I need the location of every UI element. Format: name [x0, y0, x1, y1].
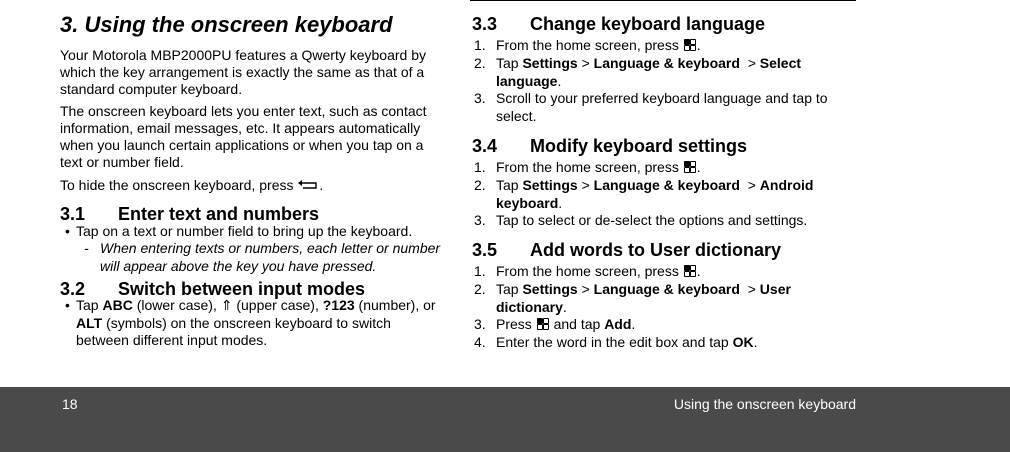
path-separator: > — [581, 177, 590, 193]
language-keyboard-path: Language & keyboard — [593, 281, 740, 297]
list-item — [474, 316, 854, 334]
step-text: From the home screen, press — [496, 37, 679, 53]
step-number: 3. — [474, 316, 486, 332]
section-3-3-number: 3.3 — [472, 14, 498, 34]
or-word: or — [423, 297, 436, 313]
period: . — [753, 334, 758, 350]
list-item — [474, 37, 854, 55]
step-number: 2. — [474, 55, 486, 71]
android-keyboard-path: Android keyboard — [496, 177, 814, 211]
step-number: 3. — [474, 212, 486, 228]
period: . — [557, 72, 562, 89]
intro-paragraph-1: Your Motorola MBP2000PU features a Qwerty keyboard by which the key arrangement is exactly the same as that of a standard computer keyboard. — [60, 47, 427, 97]
step-number: 2. — [474, 177, 486, 193]
path-separator: > — [747, 177, 756, 193]
lower-case-label: (lower case), — [136, 297, 217, 313]
section-3-3-title: Change keyboard language — [530, 14, 766, 34]
section-3-5-heading — [472, 240, 781, 261]
settings-menu-path: Settings — [522, 55, 578, 71]
step-number: 2. — [474, 281, 486, 297]
section-3-1-heading — [60, 204, 319, 225]
list-item — [474, 334, 854, 352]
section-3-4-title: Modify keyboard settings — [530, 136, 748, 156]
list-item — [474, 177, 854, 212]
bullet-marker: • — [65, 297, 70, 313]
language-keyboard-path: Language & keyboard — [593, 55, 740, 71]
user-dictionary-path: User dictionary — [496, 281, 791, 315]
period: . — [631, 316, 636, 332]
number-key: ?123 — [322, 297, 355, 313]
settings-menu-path: Settings — [522, 281, 578, 297]
number-label: (number), — [358, 297, 420, 313]
back-key-icon — [297, 179, 319, 191]
top-rule — [470, 0, 856, 1]
dash-marker: - — [84, 240, 89, 256]
press-word: Press — [496, 316, 532, 332]
list-item — [474, 90, 854, 125]
list-item — [474, 55, 854, 90]
bullet-marker: • — [65, 223, 70, 239]
path-separator: > — [581, 55, 590, 71]
step-number: 1. — [474, 159, 486, 175]
step-text: Scroll to your preferred keyboard language and tap to select. — [496, 90, 828, 124]
period: . — [558, 194, 563, 211]
intro-paragraph-2: The onscreen keyboard lets you enter text, such as contact information, email messages, etc. It appears automatically when you launch certain applications or when you tap on a text or number field. — [60, 103, 427, 170]
section-3-2-number: 3.2 — [60, 279, 86, 299]
period: . — [696, 263, 701, 279]
upper-case-label: (upper case), — [236, 297, 319, 313]
page-footer — [0, 387, 1010, 452]
list-item — [84, 240, 445, 275]
tap-word: Tap — [496, 281, 519, 297]
bullet-text: Tap on a text or number field to bring up the keyboard. — [76, 223, 413, 239]
section-3-5-title: Add words to User dictionary — [530, 240, 782, 260]
section-3-1-title: Enter text and numbers — [118, 204, 320, 224]
tap-word: Tap — [76, 297, 99, 313]
step-number: 1. — [474, 263, 486, 279]
menu-key-icon — [684, 39, 696, 51]
step-text: Enter the word in the edit box and tap — [496, 334, 729, 350]
list-item — [474, 281, 854, 316]
step-text: From the home screen, press — [496, 159, 679, 175]
step-text: From the home screen, press — [496, 263, 679, 279]
footer-section-title: Using the onscreen keyboard — [673, 396, 856, 412]
section-3-1-number: 3.1 — [60, 204, 86, 224]
list-item — [65, 297, 445, 350]
symbols-label: (symbols) on the onscreen keyboard to switch between different input modes. — [76, 314, 391, 348]
page-number: 18 — [62, 396, 78, 412]
chapter-title: 3. Using the onscreen keyboard — [60, 12, 393, 37]
alt-key: ALT — [76, 314, 103, 331]
list-item — [474, 159, 854, 177]
select-language-path: Select language — [496, 55, 802, 89]
section-3-3-heading — [472, 14, 765, 35]
settings-menu-path: Settings — [522, 177, 578, 193]
section-3-5-number: 3.5 — [472, 240, 498, 260]
section-3-4-number: 3.4 — [472, 136, 498, 156]
list-item — [474, 212, 854, 230]
tap-word: Tap — [496, 177, 519, 193]
step-number: 1. — [474, 37, 486, 53]
shift-arrow-icon: ⇑ — [220, 297, 233, 313]
tap-word: Tap — [496, 55, 519, 71]
list-item — [474, 263, 854, 281]
section-3-4-heading — [472, 136, 747, 157]
step-number: 4. — [474, 334, 486, 350]
section-3-2-title: Switch between input modes — [118, 279, 366, 299]
add-option: Add — [604, 316, 632, 332]
period: . — [562, 298, 567, 315]
language-keyboard-path: Language & keyboard — [593, 177, 740, 193]
ok-option: OK — [732, 334, 754, 350]
switch-modes-text — [65, 297, 445, 350]
menu-key-icon — [537, 318, 549, 330]
period: . — [696, 37, 701, 53]
path-separator: > — [581, 281, 590, 297]
step-text: Tap to select or de-select the options and settings. — [496, 212, 808, 228]
path-separator: > — [747, 55, 756, 71]
hide-keyboard-end: . — [319, 177, 324, 193]
period: . — [696, 159, 701, 175]
hide-keyboard-label: To hide the onscreen keyboard, press — [60, 177, 294, 193]
sub-bullet-text: When entering texts or numbers, each letter or number will appear above the key you have pressed. — [100, 240, 441, 274]
abc-key: ABC — [102, 297, 133, 313]
menu-key-icon — [684, 265, 696, 277]
and-tap-text: and tap — [553, 316, 601, 332]
hide-keyboard-text — [60, 177, 445, 194]
path-separator: > — [747, 281, 756, 297]
menu-key-icon — [684, 161, 696, 173]
step-number: 3. — [474, 90, 486, 106]
list-item — [65, 223, 445, 241]
